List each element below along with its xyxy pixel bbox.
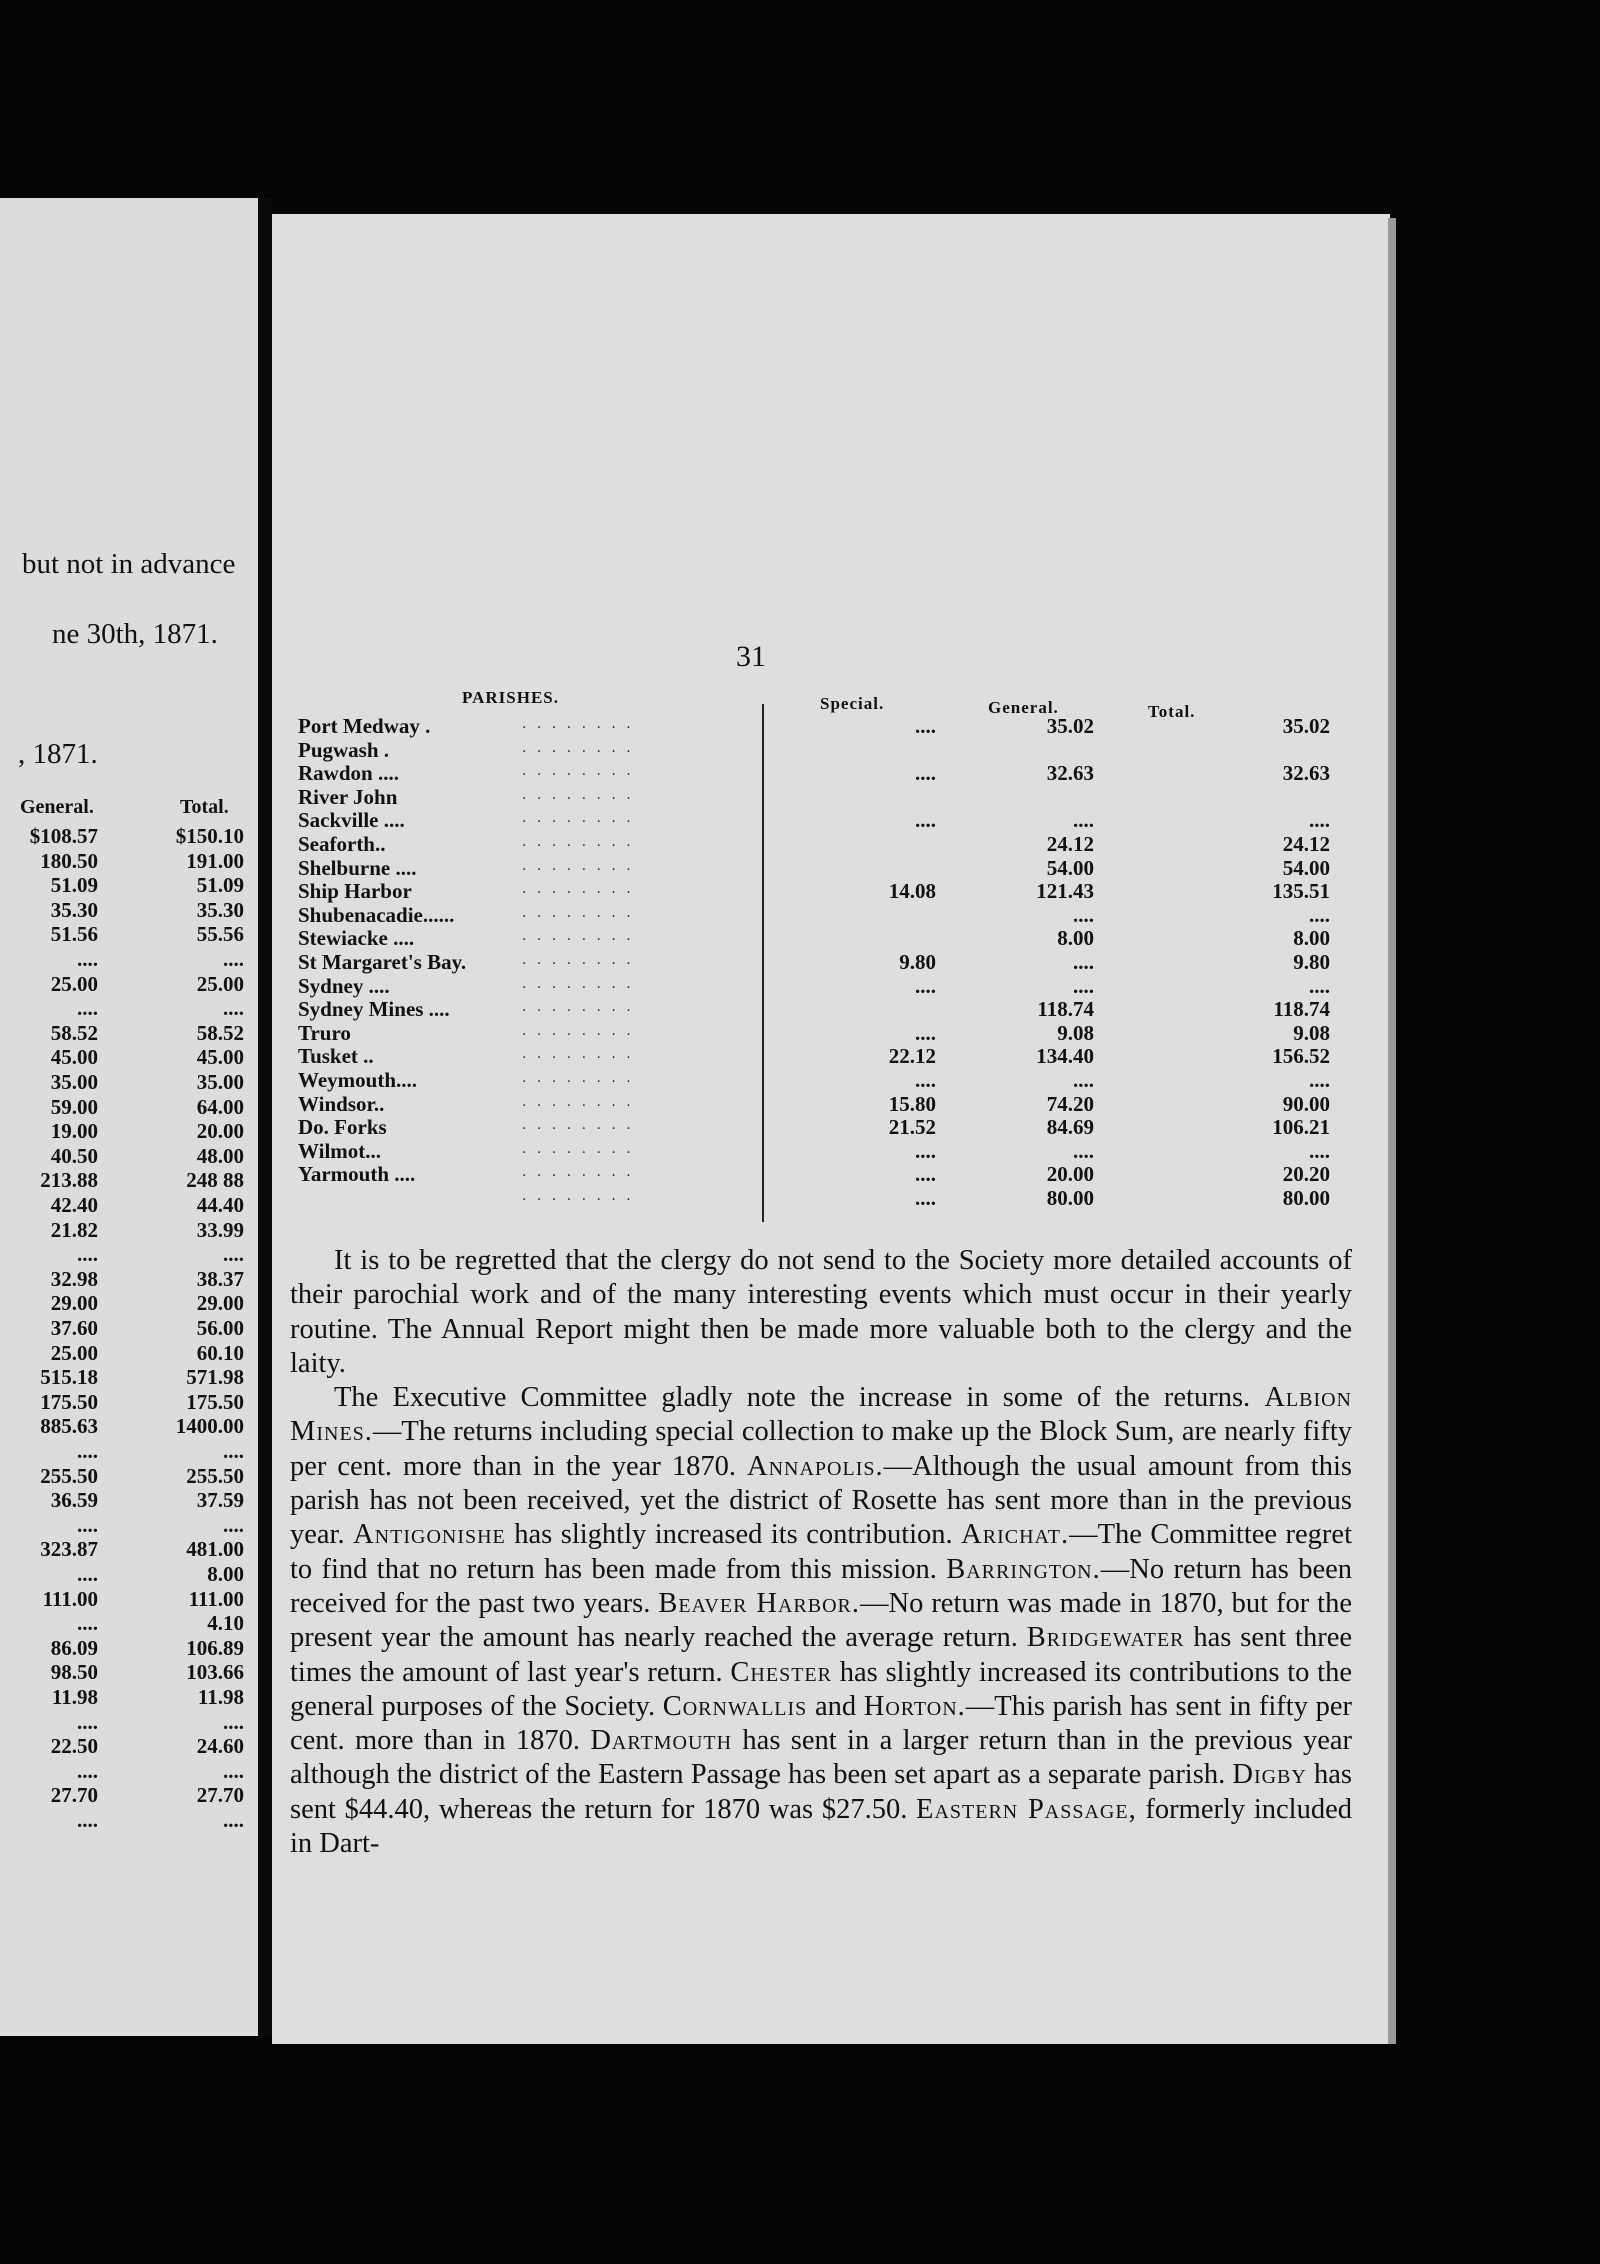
parish-name: Ship Harbor <box>298 879 412 904</box>
left-table-row <box>0 849 258 873</box>
leader-dots: . . . . . . . . <box>522 952 634 968</box>
leader-dots: . . . . . . . . <box>522 881 634 898</box>
parish-name: Eastern Passage, <box>916 1793 1137 1825</box>
left-table-row <box>0 1513 258 1537</box>
left-general-value: 29.00 <box>50 1291 98 1316</box>
total-value: .... <box>1309 808 1330 833</box>
left-total-value: 51.09 <box>196 873 244 898</box>
parish-row <box>272 785 1390 809</box>
left-general-value: 40.50 <box>50 1143 98 1168</box>
left-total-value: .... <box>223 1758 244 1783</box>
leader-dots: . . . . . . . . <box>522 1022 634 1039</box>
leader-dots: . . . . . . . . <box>522 716 634 732</box>
left-table-row <box>0 1611 258 1635</box>
special-value: .... <box>915 808 936 833</box>
parish-name: Shubenacadie...... <box>298 902 455 927</box>
leader-dots: . . . . . . . . <box>522 1140 634 1157</box>
parish-name: Dartmouth <box>590 1725 733 1757</box>
parish-row <box>272 1044 1390 1068</box>
leader-dots: . . . . . . . . <box>522 786 634 803</box>
general-value: 80.00 <box>1046 1186 1094 1210</box>
left-general-value: .... <box>77 1562 98 1586</box>
left-total-value: 44.40 <box>196 1193 244 1217</box>
left-table-row <box>0 898 258 922</box>
left-table-row <box>0 1636 258 1660</box>
left-table-row <box>0 1734 258 1758</box>
parish-row <box>272 832 1390 856</box>
left-table-row <box>0 1095 258 1119</box>
parish-row <box>272 738 1390 762</box>
special-value: 14.08 <box>888 879 936 904</box>
left-total-value: 24.60 <box>196 1734 244 1759</box>
parish-name: Bridgewater <box>1026 1622 1185 1654</box>
special-value: 15.80 <box>888 1091 936 1116</box>
total-value: 24.12 <box>1282 832 1330 856</box>
parish-name: Windsor.. <box>298 1091 385 1116</box>
parish-name: Pugwash . <box>298 737 390 762</box>
left-table-row <box>0 1316 258 1340</box>
parish-row <box>272 997 1390 1021</box>
leader-dots: . . . . . . . . <box>522 1188 634 1204</box>
parish-name: Yarmouth .... <box>298 1162 416 1187</box>
left-general-value: .... <box>77 1808 98 1832</box>
general-value: 35.02 <box>1046 714 1094 738</box>
left-general-value: 22.50 <box>50 1734 98 1759</box>
total-value: .... <box>1309 1138 1330 1163</box>
total-value: 20.20 <box>1282 1162 1330 1187</box>
left-general-value: 175.50 <box>40 1389 98 1414</box>
parish-row <box>272 1186 1390 1210</box>
left-general-value: .... <box>77 1439 98 1463</box>
left-total-value: 45.00 <box>196 1045 244 1070</box>
special-value: .... <box>915 1162 936 1187</box>
total-value: .... <box>1309 973 1330 998</box>
col-header-total: Total. <box>1148 702 1196 721</box>
left-general-value: .... <box>77 1709 98 1734</box>
book-gutter <box>258 198 272 2036</box>
total-value: .... <box>1309 1068 1330 1092</box>
left-table-row <box>0 1070 258 1094</box>
general-value: .... <box>1073 1068 1094 1092</box>
parish-name: Cornwallis <box>662 1690 808 1722</box>
left-table-row <box>0 922 258 946</box>
special-value: .... <box>915 973 936 998</box>
left-table-row <box>0 1291 258 1315</box>
left-table-row <box>0 1537 258 1561</box>
special-value: 9.80 <box>899 950 936 974</box>
parish-row <box>272 714 1390 738</box>
parish-row <box>272 808 1390 832</box>
left-general-value: 58.52 <box>50 1020 98 1045</box>
left-total-value: .... <box>223 996 244 1021</box>
total-value: 135.51 <box>1272 879 1330 904</box>
total-value: 156.52 <box>1272 1044 1330 1069</box>
left-general-value: 45.00 <box>50 1045 98 1070</box>
left-table-row <box>0 1021 258 1045</box>
left-general-value: 42.40 <box>50 1193 98 1217</box>
leader-dots: . . . . . . . . <box>522 739 634 756</box>
left-table-row <box>0 1144 258 1168</box>
left-table-row <box>0 873 258 897</box>
left-total-value: 29.00 <box>196 1291 244 1316</box>
paragraph-2: The Executive Committee gladly note the increase in some of the returns. Albion Mines.—The returns including special collection to make up the Block Sum, are nearly fifty per cent. more than in the year 1870. Annapolis.—Although the usual amount from this parish has not been received, yet the district of Rosette has sent more than in the previous year. Antigonishe has slightly increased its contribution. Arichat.—The Committee regret to find that no return has been made from this mission. Barrington.—No return has been received for the past two years. Beaver Harbor.—No return was made in 1870, but for the present year the amount has nearly reached the average return. Bridgewater has sent three times the amount of last year's return. Chester has slightly increased its contributions to the general purposes of the Society. Cornwallis and Horton.—This parish has sent in fifty per cent. more than in 1870. Dartmouth has sent in a larger return than in the previous year although the district of the Eastern Passage has been set apart as a separate parish. Digby has sent $44.40, whereas the return for 1870 was $27.50. Eastern Passage, formerly included in Dart- <box>290 1382 1353 1860</box>
left-general-value: 255.50 <box>40 1463 98 1488</box>
leader-dots: . . . . . . . . <box>522 763 634 780</box>
left-table-row <box>0 947 258 971</box>
left-heading-fragment: but not in advance <box>22 548 236 580</box>
special-value: .... <box>915 1138 936 1163</box>
left-general-value: .... <box>77 1242 98 1267</box>
left-table-row <box>0 1488 258 1512</box>
left-total-value: .... <box>223 1808 244 1832</box>
left-year-fragment: , 1871. <box>18 738 98 770</box>
left-general-value: 51.09 <box>50 873 98 898</box>
parish-row <box>272 1115 1390 1139</box>
left-total-value: $150.10 <box>175 824 244 848</box>
parish-name: Stewiacke .... <box>298 926 415 951</box>
general-value: .... <box>1073 950 1094 974</box>
leader-dots: . . . . . . . . <box>522 975 634 992</box>
left-total-value: .... <box>223 947 244 971</box>
left-table-row <box>0 1759 258 1783</box>
parish-row <box>272 926 1390 950</box>
general-value: 24.12 <box>1046 832 1094 856</box>
total-value: 9.80 <box>1293 950 1330 974</box>
left-table-row <box>0 1218 258 1242</box>
parish-row <box>272 1021 1390 1045</box>
left-page-fragment <box>0 198 258 2036</box>
left-total-value: 191.00 <box>186 848 244 873</box>
parish-name: Digby <box>1232 1759 1307 1791</box>
left-general-value: 37.60 <box>50 1316 98 1340</box>
parish-name: Arichat. <box>961 1519 1070 1551</box>
general-value: .... <box>1073 808 1094 833</box>
left-table-row <box>0 1685 258 1709</box>
parish-name: Seaforth.. <box>298 832 386 856</box>
left-general-value: 59.00 <box>50 1094 98 1119</box>
col-header-general: General. <box>988 698 1059 717</box>
parish-name: Wilmot... <box>298 1138 382 1163</box>
left-table-row <box>0 1119 258 1143</box>
parish-name: Sydney Mines .... <box>298 997 450 1022</box>
left-general-value: 36.59 <box>50 1488 98 1513</box>
parish-row <box>272 1092 1390 1116</box>
left-general-value: 323.87 <box>40 1537 98 1562</box>
left-total-value: 571.98 <box>186 1365 244 1390</box>
total-value: .... <box>1309 902 1330 927</box>
left-total-value: 37.59 <box>196 1488 244 1513</box>
left-general-value: 25.00 <box>50 1340 98 1365</box>
parish-name: Chester <box>730 1656 832 1688</box>
general-value: .... <box>1073 973 1094 998</box>
col-header-parishes: PARISHES. <box>462 688 560 707</box>
parish-name: Truro <box>298 1020 351 1045</box>
general-value: .... <box>1073 902 1094 927</box>
left-table-row <box>0 1808 258 1832</box>
leader-dots: . . . . . . . . <box>522 857 634 874</box>
special-value: .... <box>915 1068 936 1092</box>
special-value: .... <box>915 1186 936 1210</box>
left-general-value: 25.00 <box>50 971 98 996</box>
left-general-value: 180.50 <box>40 848 98 873</box>
left-table-row <box>0 1587 258 1611</box>
parish-row <box>272 950 1390 974</box>
left-general-value: 27.70 <box>50 1783 98 1808</box>
general-value: 54.00 <box>1046 855 1094 880</box>
general-value: 84.69 <box>1046 1115 1094 1140</box>
left-table-row <box>0 1660 258 1684</box>
parish-name: St Margaret's Bay. <box>298 950 467 974</box>
left-table-row <box>0 1168 258 1192</box>
report-text <box>290 1244 1352 1861</box>
left-total-value: .... <box>223 1439 244 1463</box>
left-total-value: 58.52 <box>196 1020 244 1045</box>
parish-name: Weymouth.... <box>298 1068 418 1092</box>
left-total-value: 25.00 <box>196 971 244 996</box>
general-value: .... <box>1073 1138 1094 1163</box>
left-total-value: 48.00 <box>196 1143 244 1168</box>
total-value: 8.00 <box>1293 926 1330 951</box>
parish-row <box>272 1068 1390 1092</box>
leader-dots: . . . . . . . . <box>522 1046 634 1063</box>
left-total-value: 175.50 <box>186 1389 244 1414</box>
left-total-value: .... <box>223 1512 244 1537</box>
parish-name: Beaver Harbor. <box>658 1587 861 1619</box>
special-value: .... <box>915 761 936 786</box>
left-total-value: 481.00 <box>186 1537 244 1562</box>
left-general-value: .... <box>77 1611 98 1636</box>
left-total-value: 248 88 <box>186 1168 244 1193</box>
parish-name: Tusket .. <box>298 1044 374 1069</box>
left-general-value: 35.00 <box>50 1070 98 1094</box>
parish-name: Shelburne .... <box>298 855 417 880</box>
left-total-value: 20.00 <box>196 1119 244 1144</box>
total-value: 106.21 <box>1272 1115 1330 1140</box>
left-col-general: General. <box>20 796 94 818</box>
left-table-row <box>0 1267 258 1291</box>
parish-name: Antigonishe <box>353 1519 506 1551</box>
left-general-value: 51.56 <box>50 922 98 947</box>
leader-dots: . . . . . . . . <box>522 834 634 850</box>
left-total-value: 11.98 <box>197 1685 244 1709</box>
special-value: .... <box>915 1020 936 1045</box>
leader-dots: . . . . . . . . <box>522 1117 634 1134</box>
left-table-row <box>0 1341 258 1365</box>
left-total-value: 111.00 <box>188 1586 244 1611</box>
left-table-row <box>0 1365 258 1389</box>
leader-dots: . . . . . . . . <box>522 928 634 945</box>
total-value: 9.08 <box>1293 1020 1330 1045</box>
left-date-fragment: ne 30th, 1871. <box>52 618 218 650</box>
parish-name: Annapolis. <box>747 1450 884 1482</box>
paragraph-1: It is to be regretted that the clergy do not send to the Society more detailed accounts of their parochial work and of the many interesting events which must occur in their yearly routine. The Annual Report might then be made more valuable both to the clergy and the laity. <box>290 1245 1352 1379</box>
left-total-value: 35.30 <box>196 897 244 922</box>
left-table-row <box>0 972 258 996</box>
left-col-total: Total. <box>180 796 229 818</box>
parish-row <box>272 974 1390 998</box>
left-total-value: 8.00 <box>207 1562 244 1586</box>
parish-name: Port Medway . <box>298 714 431 738</box>
left-total-value: 38.37 <box>196 1266 244 1291</box>
left-general-value: 86.09 <box>50 1635 98 1660</box>
left-total-value: 60.10 <box>196 1340 244 1365</box>
left-total-value: 27.70 <box>196 1783 244 1808</box>
left-general-value: 515.18 <box>40 1365 98 1390</box>
left-total-value: .... <box>223 1709 244 1734</box>
left-general-value: 21.82 <box>50 1217 98 1242</box>
parish-name: Sackville .... <box>298 808 405 833</box>
col-header-special: Special. <box>820 694 885 713</box>
left-total-value: 103.66 <box>186 1660 244 1685</box>
parish-name: Albion Mines. <box>290 1382 1352 1448</box>
left-total-value: 35.00 <box>196 1070 244 1094</box>
total-value: 118.74 <box>1273 997 1330 1022</box>
general-value: 8.00 <box>1057 926 1094 951</box>
left-table-row <box>0 1193 258 1217</box>
left-general-value: .... <box>77 947 98 971</box>
parish-row <box>272 879 1390 903</box>
left-table-row <box>0 1562 258 1586</box>
left-total-value: 4.10 <box>207 1611 244 1636</box>
left-general-value: 111.00 <box>42 1586 98 1611</box>
total-value: 32.63 <box>1282 761 1330 786</box>
parish-row <box>272 856 1390 880</box>
left-table-row <box>0 1390 258 1414</box>
general-value: 121.43 <box>1036 879 1094 904</box>
left-general-value: 35.30 <box>50 897 98 922</box>
leader-dots: . . . . . . . . <box>522 1070 634 1086</box>
general-value: 9.08 <box>1057 1020 1094 1045</box>
right-page <box>272 214 1390 2044</box>
special-value: 22.12 <box>888 1044 936 1069</box>
leader-dots: . . . . . . . . <box>522 1093 634 1110</box>
total-value: 90.00 <box>1282 1091 1330 1116</box>
general-value: 118.74 <box>1037 997 1094 1022</box>
left-table-row <box>0 824 258 848</box>
left-general-value: .... <box>77 1512 98 1537</box>
page-number: 31 <box>736 640 766 673</box>
left-general-value: 213.88 <box>40 1168 98 1193</box>
total-value: 80.00 <box>1282 1186 1330 1210</box>
parish-row <box>272 1162 1390 1186</box>
parish-name: Do. Forks <box>298 1115 387 1140</box>
parish-name: Horton. <box>863 1690 966 1722</box>
total-value: 35.02 <box>1282 714 1330 738</box>
left-table-row <box>0 1783 258 1807</box>
left-total-value: .... <box>223 1242 244 1267</box>
left-total-value: 56.00 <box>196 1316 244 1340</box>
left-table-row <box>0 1439 258 1463</box>
parish-name: Rawdon .... <box>298 761 399 786</box>
parish-row <box>272 1139 1390 1163</box>
page-edge <box>1388 218 1396 2044</box>
left-general-value: 19.00 <box>50 1119 98 1144</box>
left-general-value: $108.57 <box>29 824 98 848</box>
left-general-value: 11.98 <box>51 1685 98 1709</box>
left-total-value: 33.99 <box>196 1217 244 1242</box>
leader-dots: . . . . . . . . <box>522 904 634 921</box>
left-general-value: .... <box>77 1758 98 1783</box>
left-table-row <box>0 1414 258 1438</box>
parish-row <box>272 903 1390 927</box>
special-value: .... <box>915 714 936 738</box>
left-general-value: 885.63 <box>40 1414 98 1439</box>
left-total-value: 64.00 <box>196 1094 244 1119</box>
parish-row <box>272 761 1390 785</box>
special-value: 21.52 <box>888 1115 936 1140</box>
left-table-row <box>0 996 258 1020</box>
left-table-row <box>0 1045 258 1069</box>
left-total-value: 255.50 <box>186 1463 244 1488</box>
general-value: 74.20 <box>1046 1091 1094 1116</box>
parish-name: River John <box>298 784 398 809</box>
general-value: 134.40 <box>1036 1044 1094 1069</box>
general-value: 32.63 <box>1046 761 1094 786</box>
leader-dots: . . . . . . . . <box>522 999 634 1016</box>
general-value: 20.00 <box>1046 1162 1094 1187</box>
leader-dots: . . . . . . . . <box>522 810 634 827</box>
left-table-row <box>0 1710 258 1734</box>
left-total-value: 1400.00 <box>175 1414 244 1439</box>
left-general-value: .... <box>77 996 98 1021</box>
left-total-value: 55.56 <box>196 922 244 947</box>
left-table-row <box>0 1242 258 1266</box>
left-general-value: 98.50 <box>50 1660 98 1685</box>
total-value: 54.00 <box>1282 855 1330 880</box>
left-table-row <box>0 1464 258 1488</box>
leader-dots: . . . . . . . . <box>522 1164 634 1181</box>
left-total-value: 106.89 <box>186 1635 244 1660</box>
left-general-value: 32.98 <box>50 1266 98 1291</box>
parish-name: Sydney .... <box>298 973 390 998</box>
parish-name: Barrington. <box>946 1553 1101 1585</box>
